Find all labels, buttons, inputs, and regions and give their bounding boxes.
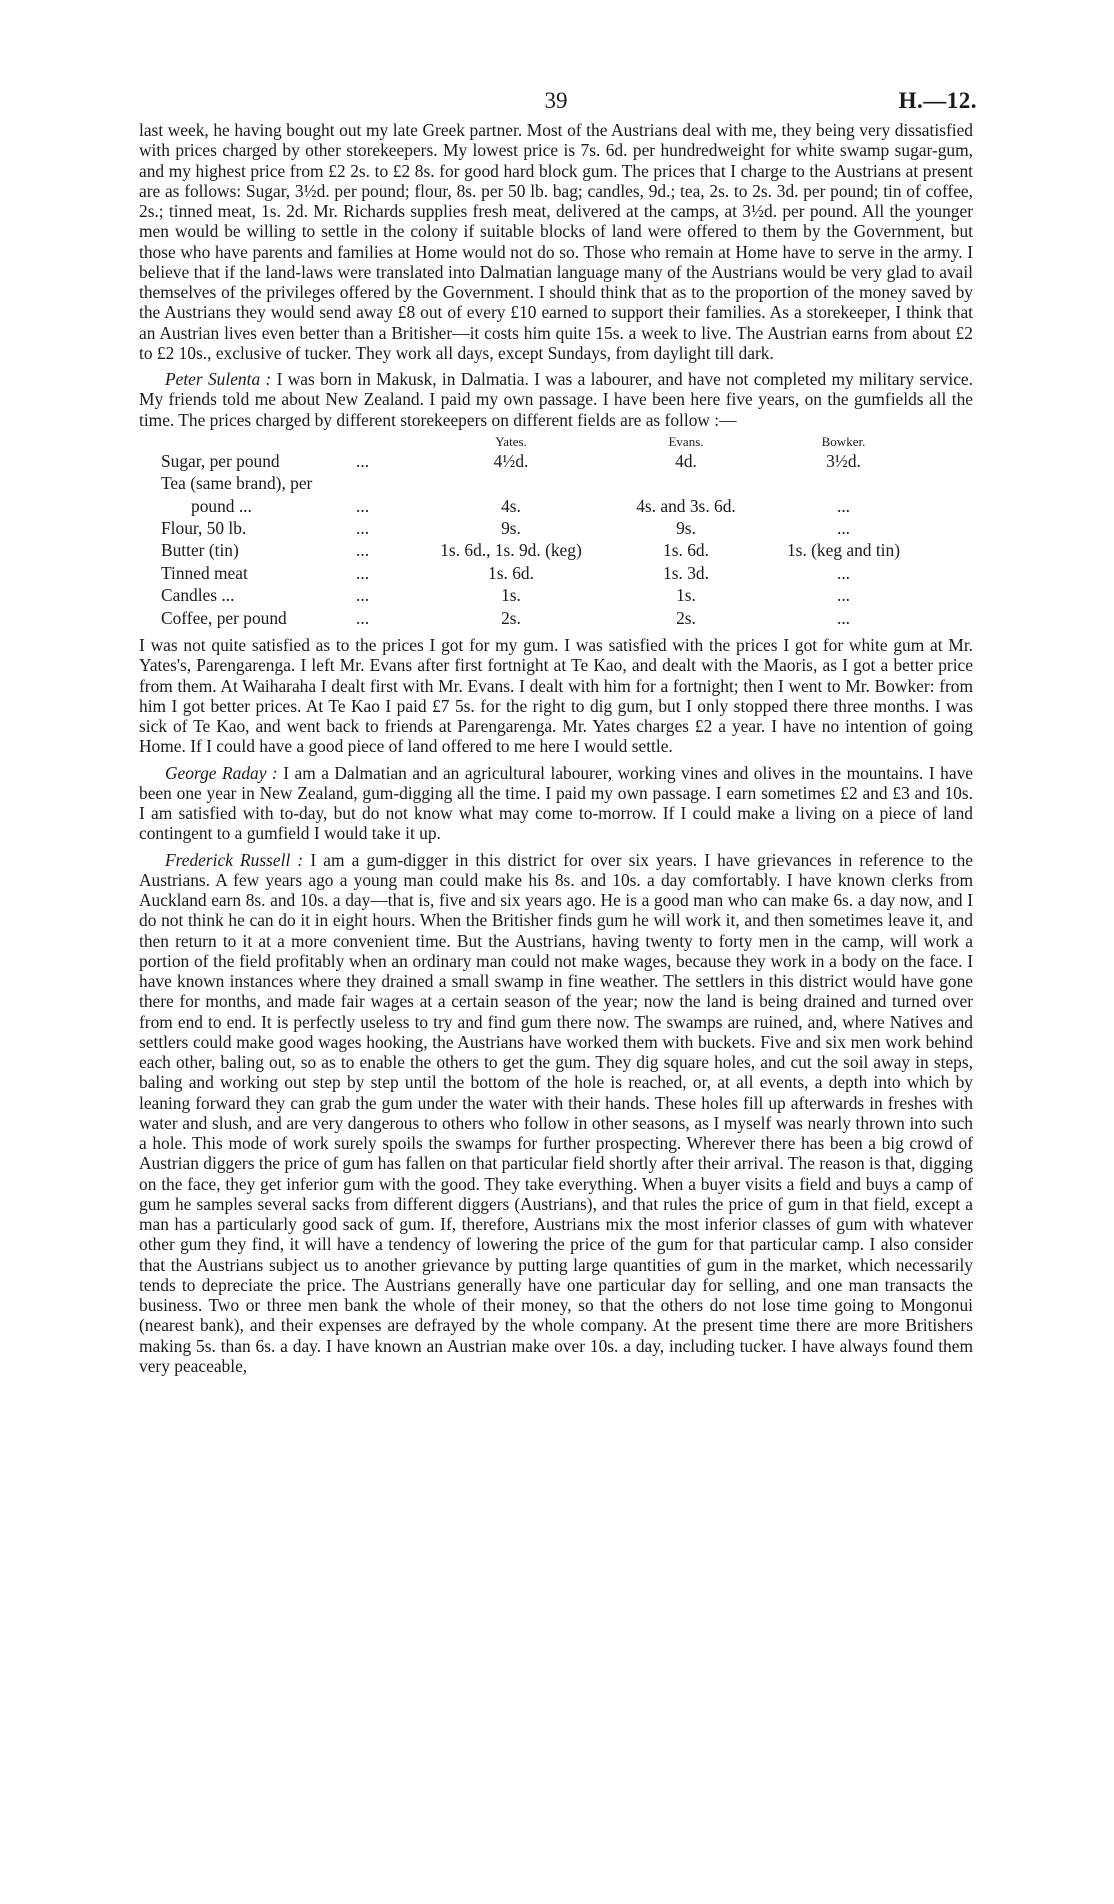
document-reference: H.—12.: [898, 88, 977, 113]
leader-dots: ...: [356, 562, 370, 583]
yates-price-cell: 2s.: [501, 607, 521, 628]
bowker-price-cell: [761, 472, 926, 494]
evans-price-cell: 4d.: [675, 450, 697, 471]
table-row: [161, 562, 926, 584]
leader-dots: ...: [356, 607, 370, 628]
item-cell: Flour, 50 lb.: [161, 517, 247, 538]
yates-price-cell: 1s. 6d., 1s. 9d. (keg): [440, 540, 582, 561]
yates-price-cell: 4½d.: [493, 450, 529, 471]
evans-price-cell: 1s.: [676, 585, 696, 606]
item-cell: Sugar, per pound: [161, 450, 280, 471]
item-cell: Candles ...: [161, 585, 235, 606]
bowker-price-cell: 3½d.: [826, 450, 861, 471]
paragraph-george-raday: [139, 763, 973, 844]
table-row: [161, 584, 926, 606]
yates-price-cell: [411, 472, 611, 494]
testimony-text: I am a Dalmatian and an agricultural labourer, working vines and olives in the mountains. I have been one year in New Zealand, gum-digging all the time. I paid my own passage. I earn sometimes £2 and £3 and 10s. I am satisfied with to-day, but do not know what may come to-morrow. If I could make a living on a piece of land contingent to a gumfield I would take it up.: [139, 762, 973, 844]
speaker-name: George Raday :: [165, 762, 278, 783]
item-cell: Tea (same brand), per: [161, 473, 313, 494]
evans-price-cell: 4s. and 3s. 6d.: [636, 495, 736, 516]
price-table: [161, 434, 926, 629]
leader-dots: ...: [356, 585, 370, 606]
bowker-price-cell: ...: [836, 607, 851, 628]
document-body: [139, 120, 973, 1376]
paragraph-frederick-russell: [139, 850, 973, 1377]
table-row: [161, 472, 926, 494]
evans-price-cell: [611, 472, 761, 494]
leader-dots: ...: [356, 450, 370, 471]
bowker-price-cell: ...: [836, 517, 851, 538]
speaker-name: Frederick Russell :: [165, 849, 304, 870]
testimony-text: I am a gum-digger in this district for over six years. I have grievances in reference to the Austrians. A few years ago a young man could make his 8s. and 10s. a day comfortably. I have known clerks from Auckland earn 8s. and 10s. a day—that is, five and six years ago. He is a good man who can make 6s. a day now, and I do not think he can do it in eight hours. When the Britisher finds gum he will work it, and then sometimes leave it, and then return to it at a more convenient time. But the Austrians, having twenty to forty men in the camp, will work a portion of the field profitably when an ordinary man could not make wages, because they work in a body on the face. I have known instances where they drained a small swamp in fine weather. The settlers in this district would have gone there for months, and made fair wages at a certain season of the year; now the land is being drained and turned over from end to end. It is perfectly useless to try and find gum there now. The swamps are ruined, and, where Natives and settlers could make good wages hooking, the Austrians have worked them with buckets. Five and six men work behind each other, baling out, so as to enable the others to get the gum. They dig square holes, and cut the soil away in steps, baling and working out step by step until the bottom of the hole is reached, or, at all events, a depth into which by leaning forward they can grab the gum under the water with their hands. These holes fill up afterwards in freshes with water and slush, and are very dangerous to others who follow in other seasons, as I myself was nearly thrown into such a hole. This mode of work surely spoils the swamps for further prospecting. Wherever there has been a big crowd of Austrian diggers the price of gum has fallen on that particular field shortly after their arrival. The reason is that, digging on the face, they get inferior gum with the good. They take everything. When a buyer visits a field and buys a camp of gum he samples several sacks from different diggers (Austrians), and that rules the price of gum in that field, except a man has a particularly good sack of gum. If, therefore, Austrians mix the most inferior classes of gum with whatever other gum they find, it will have a tendency of lowering the price of the gum for that particular camp. I also consider that the Austrians subject us to another grievance by putting large quantities of gum in the market, which necessarily tends to depreciate the price. The Austrians generally have one particular day for selling, and one man transacts the business. Two or three men bank the whole of their money, so that the others do not lose time going to Mongonui (nearest bank), and their expenses are defrayed by the whole company. At the present time there are more Britishers making 5s. than 6s. a day. I have known an Austrian make over 10s. a day, including tucker. I have always found them very peaceable,: [139, 849, 973, 1376]
yates-price-cell: 9s.: [501, 517, 521, 538]
table-row: [161, 495, 926, 517]
speaker-name: Peter Sulenta :: [165, 369, 272, 389]
leader-dots: ...: [356, 495, 370, 516]
yates-price-cell: 4s.: [501, 495, 521, 516]
testimony-text: I was born in Makusk, in Dalmatia. I was a labourer, and have not completed my military service. My friends told me about New Zealand. I paid my own passage. I have been here five years, on the gumfields all the time. The prices charged by different storekeepers on different fields are as follow :—: [139, 369, 974, 430]
table-row: [161, 607, 926, 629]
evans-price-cell: 9s.: [676, 517, 696, 538]
column-header-bowker: Bowker.: [821, 433, 866, 449]
paragraph-peter-sulenta: [139, 369, 973, 430]
yates-price-cell: 1s. 6d.: [488, 562, 534, 583]
page-number: 39: [544, 88, 568, 113]
table-row: [161, 539, 926, 561]
bowker-price-cell: 1s. (keg and tin): [786, 540, 900, 561]
leader-dots: ...: [356, 517, 370, 538]
evans-price-cell: 1s. 3d.: [663, 562, 709, 583]
evans-price-cell: 1s. 6d.: [663, 540, 709, 561]
evans-price-cell: 2s.: [676, 607, 696, 628]
bowker-price-cell: ...: [836, 585, 851, 606]
table-row: [161, 450, 926, 472]
leader-dots: ...: [356, 540, 370, 561]
yates-price-cell: 1s.: [501, 585, 521, 606]
column-header-yates: Yates.: [495, 433, 527, 449]
paragraph-storekeeper-testimony: last week, he having bought out my late Greek partner. Most of the Austrians deal with me, they being very dissatisfied with prices charged by other storekeepers. My lowest price is 7s. 6d. per hundredweight for white swamp sugar-gum, and my highest price from £2 2s. to £2 8s. for good hard block gum. The prices that I charge to the Austrians at present are as follows: Sugar, 3½d. per pound; flour, 8s. per 50 lb. bag; candles, 9d.; tea, 2s. to 2s. 3d. per pound; tin of coffee, 2s.; tinned meat, 1s. 2d. Mr. Richards supplies fresh meat, delivered at the camps, at 3½d. per pound. All the younger men would be willing to settle in the colony if suitable blocks of land were offered to them by the Government, but those who have parents and families at Home would not do so. Those who remain at Home have to serve in the army. I believe that if the land-laws were translated into Dalmatian language many of the Austrians would be very glad to avail themselves of the privileges offered by the Government. I should think that as to the proportion of the money saved by the Austrians they would send away £8 out of every £10 earned to support their families. As a storekeeper, I think that an Austrian lives even better than a Britisher—it costs him quite 15s. a week to live. The Austrian earns from about £2 to £2 10s., exclusive of tucker. They work all days, except Sundays, from daylight till dark.: [139, 120, 973, 363]
paragraph-sulenta-continued: I was not quite satisfied as to the prices I got for my gum. I was satisfied with the prices I got for white gum at Mr. Yates's, Parengarenga. I left Mr. Evans after first fortnight at Te Kao, and dealt with the Maoris, as I got a better price from them. At Waiharaha I dealt first with Mr. Evans. I dealt with him for a fortnight; then I went to Mr. Bowker: from him I got better prices. At Te Kao I paid £7 5s. for the right to dig gum, but I only stopped there three months. I was sick of Te Kao, and went back to friends at Parengarenga. Mr. Yates charges £2 a year. I have no intention of going Home. If I could have a good piece of land offered to me here I would settle.: [139, 635, 973, 757]
item-cell: pound ...: [191, 495, 252, 516]
page-header: [139, 0, 977, 120]
bowker-price-cell: ...: [836, 495, 851, 516]
item-cell: Coffee, per pound: [161, 607, 287, 628]
bowker-price-cell: ...: [836, 562, 851, 583]
item-cell: Tinned meat: [161, 562, 248, 583]
table-row: [161, 517, 926, 539]
column-header-evans: Evans.: [668, 433, 704, 449]
item-cell: Butter (tin): [161, 540, 239, 561]
price-table-header-row: [161, 434, 926, 450]
